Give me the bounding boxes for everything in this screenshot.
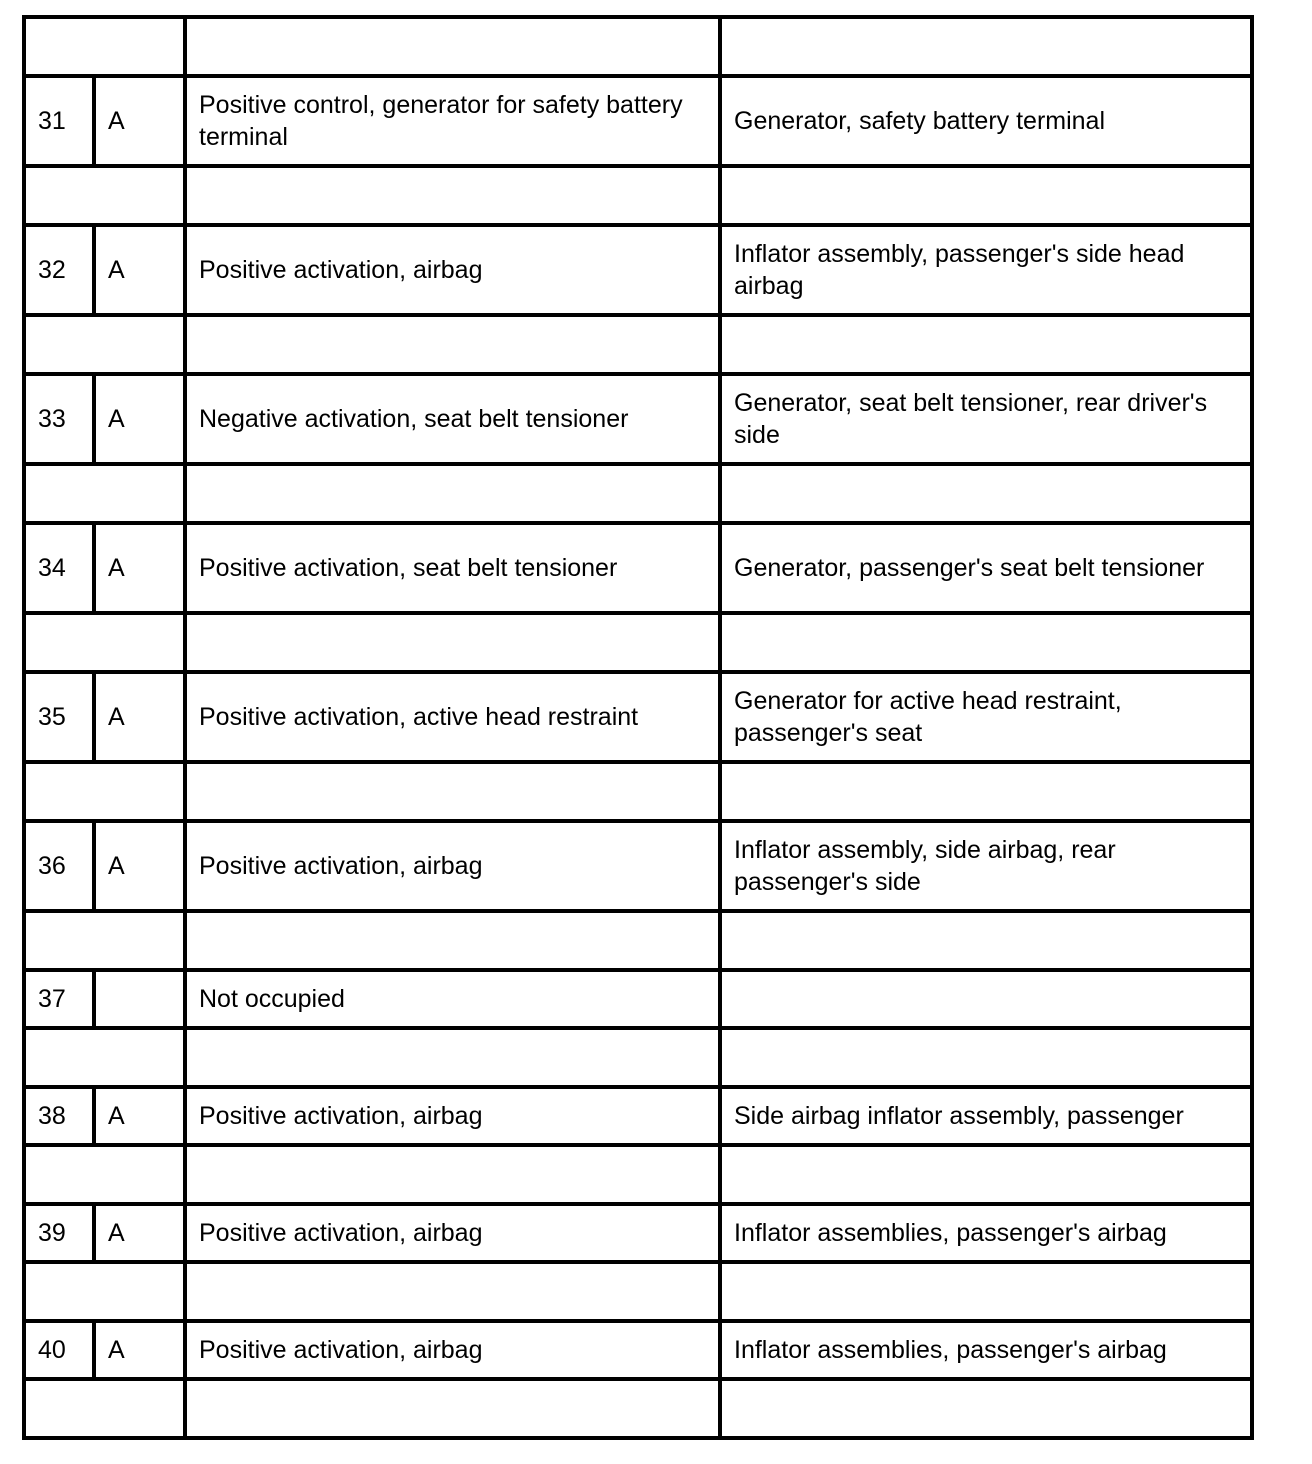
component-cell: Generator, passenger's seat belt tensioner [720, 523, 1252, 613]
component-cell: Inflator assembly, passenger's side head airbag [720, 225, 1252, 315]
component-cell [720, 970, 1252, 1028]
pin-number-cell: 32 [24, 225, 94, 315]
spacer-row [24, 1145, 1252, 1204]
signal-type-cell: A [94, 672, 185, 762]
empty-cell [720, 1379, 1252, 1438]
empty-cell [720, 17, 1252, 76]
empty-cell [185, 613, 720, 672]
pin-number-cell: 31 [24, 76, 94, 166]
empty-cell [24, 762, 185, 821]
spacer-row [24, 613, 1252, 672]
empty-cell [24, 613, 185, 672]
empty-cell [185, 17, 720, 76]
empty-cell [185, 315, 720, 374]
signal-type-cell: A [94, 76, 185, 166]
function-cell: Negative activation, seat belt tensioner [185, 374, 720, 464]
component-cell: Generator for active head restraint, passenger's seat [720, 672, 1252, 762]
empty-cell [24, 166, 185, 225]
empty-cell [24, 1262, 185, 1321]
empty-cell [720, 1028, 1252, 1087]
pin-number-cell: 40 [24, 1321, 94, 1379]
empty-cell [720, 464, 1252, 523]
signal-type-cell: A [94, 523, 185, 613]
empty-cell [24, 1379, 185, 1438]
empty-cell [720, 315, 1252, 374]
table-row [24, 672, 1252, 762]
table-row [24, 1321, 1252, 1379]
component-cell: Inflator assemblies, passenger's airbag [720, 1204, 1252, 1262]
spacer-row [24, 17, 1252, 76]
component-cell: Inflator assemblies, passenger's airbag [720, 1321, 1252, 1379]
empty-cell [24, 17, 185, 76]
empty-cell [720, 613, 1252, 672]
signal-type-cell: A [94, 225, 185, 315]
empty-cell [185, 166, 720, 225]
spacer-row [24, 315, 1252, 374]
pin-number-cell: 36 [24, 821, 94, 911]
empty-cell [185, 1145, 720, 1204]
component-cell: Inflator assembly, side airbag, rear passenger's side [720, 821, 1252, 911]
signal-type-cell [94, 970, 185, 1028]
signal-type-cell: A [94, 821, 185, 911]
empty-cell [24, 1145, 185, 1204]
empty-cell [720, 762, 1252, 821]
component-cell: Generator, seat belt tensioner, rear driver's side [720, 374, 1252, 464]
signal-type-cell: A [94, 374, 185, 464]
function-cell: Positive activation, airbag [185, 1204, 720, 1262]
table-row [24, 225, 1252, 315]
empty-cell [185, 1262, 720, 1321]
table-body [24, 17, 1252, 1438]
pin-number-cell: 39 [24, 1204, 94, 1262]
spacer-row [24, 911, 1252, 970]
component-cell: Side airbag inflator assembly, passenger [720, 1087, 1252, 1145]
pin-number-cell: 35 [24, 672, 94, 762]
table-row [24, 76, 1252, 166]
empty-cell [185, 762, 720, 821]
spacer-row [24, 1379, 1252, 1438]
empty-cell [24, 1028, 185, 1087]
table-row [24, 523, 1252, 613]
function-cell: Positive activation, seat belt tensioner [185, 523, 720, 613]
table-row [24, 374, 1252, 464]
component-cell: Generator, safety battery terminal [720, 76, 1252, 166]
pin-assignment-table [22, 15, 1254, 1440]
function-cell: Positive activation, airbag [185, 1321, 720, 1379]
empty-cell [24, 911, 185, 970]
table-row [24, 970, 1252, 1028]
empty-cell [185, 911, 720, 970]
table-row [24, 1204, 1252, 1262]
signal-type-cell: A [94, 1321, 185, 1379]
table-row [24, 821, 1252, 911]
signal-type-cell: A [94, 1087, 185, 1145]
spacer-row [24, 1028, 1252, 1087]
pin-number-cell: 34 [24, 523, 94, 613]
empty-cell [185, 1379, 720, 1438]
function-cell: Positive activation, airbag [185, 1087, 720, 1145]
empty-cell [720, 1262, 1252, 1321]
spacer-row [24, 762, 1252, 821]
empty-cell [185, 1028, 720, 1087]
signal-type-cell: A [94, 1204, 185, 1262]
empty-cell [720, 911, 1252, 970]
function-cell: Positive activation, airbag [185, 225, 720, 315]
empty-cell [720, 166, 1252, 225]
empty-cell [24, 464, 185, 523]
function-cell: Not occupied [185, 970, 720, 1028]
pin-number-cell: 37 [24, 970, 94, 1028]
function-cell: Positive activation, active head restraint [185, 672, 720, 762]
empty-cell [24, 315, 185, 374]
function-cell: Positive control, generator for safety battery terminal [185, 76, 720, 166]
function-cell: Positive activation, airbag [185, 821, 720, 911]
table-row [24, 1087, 1252, 1145]
empty-cell [720, 1145, 1252, 1204]
spacer-row [24, 1262, 1252, 1321]
pin-number-cell: 38 [24, 1087, 94, 1145]
pin-number-cell: 33 [24, 374, 94, 464]
spacer-row [24, 464, 1252, 523]
spacer-row [24, 166, 1252, 225]
empty-cell [185, 464, 720, 523]
